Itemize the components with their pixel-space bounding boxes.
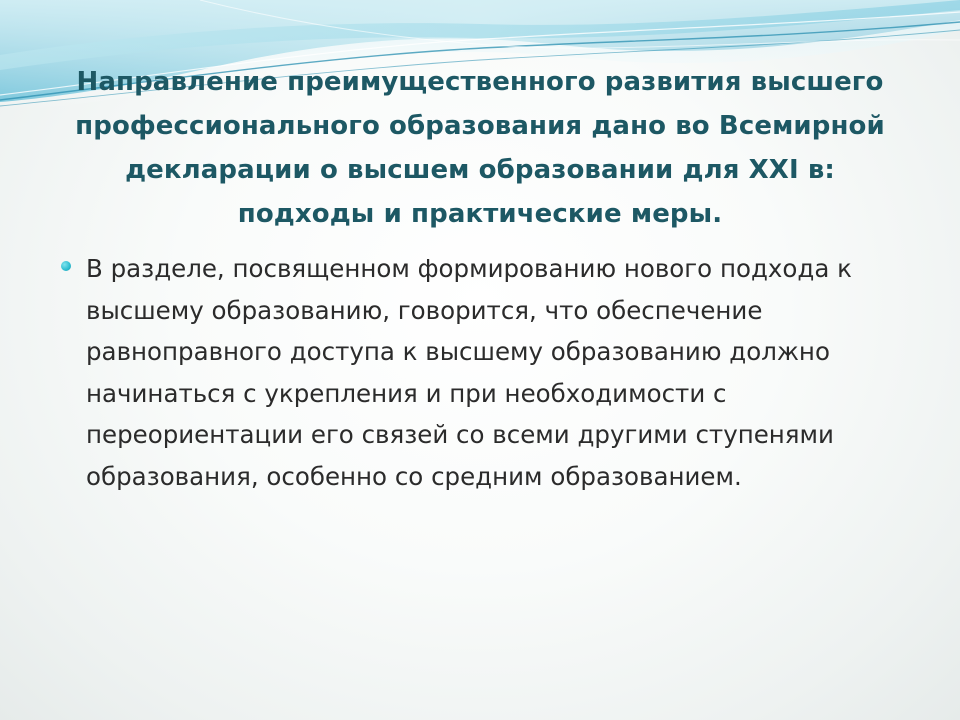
round-bullet-icon xyxy=(61,261,71,271)
slide-title: Направление преимущественного развития высшего профессионального образования дано во Всемирной декларации о высшем образовании для XXI в: подходы и практические меры. xyxy=(75,67,885,229)
bullet-text: В разделе, посвященном формированию нового подхода к высшему образованию, говорится, что обеспечение равноправного доступа к высшему образованию должно начинаться с укрепления и при необходимости с переориентации его связей со всеми другими ступенями образования, особенно со средним образованием. xyxy=(86,254,852,491)
bullet-item xyxy=(56,248,916,497)
bullet-list xyxy=(56,248,916,497)
